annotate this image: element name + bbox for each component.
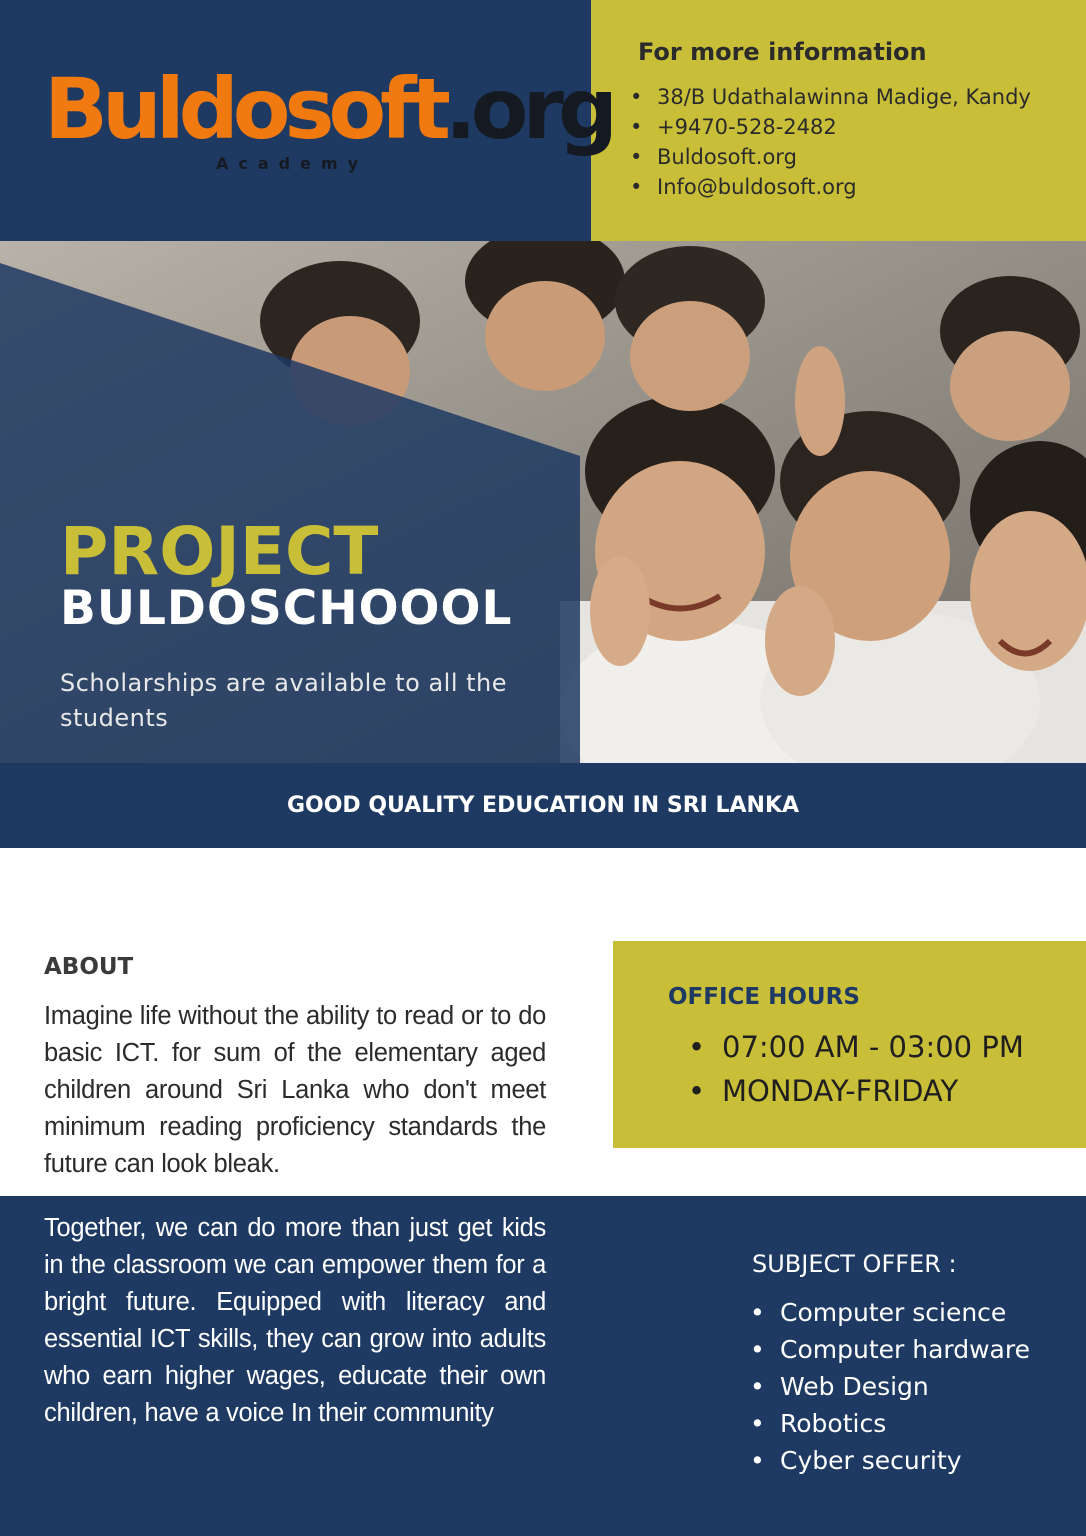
buldosoft-logo [44, 60, 613, 184]
logo-subtitle: Academy [216, 154, 369, 173]
subject-item: • Computer hardware [750, 1331, 1030, 1368]
contact-email: • Info@buldosoft.org [630, 172, 1031, 202]
tagline-text: GOOD QUALITY EDUCATION IN SRI LANKA [286, 793, 800, 818]
subject-item: • Web Design [750, 1368, 1030, 1405]
project-description: Scholarships are available to all the students [60, 669, 507, 732]
office-hours-time: • 07:00 AM - 03:00 PM [688, 1025, 1024, 1069]
subject-item: • Cyber security [750, 1442, 1030, 1479]
subjects-list [750, 1294, 1030, 1479]
contact-title: For more information [638, 38, 927, 66]
contact-phone: • +9470-528-2482 [630, 112, 1031, 142]
logo-brand-part1: Buldosoft [44, 60, 445, 158]
office-hours-title: OFFICE HOURS [668, 984, 860, 1010]
project-title: PROJECT [60, 513, 379, 590]
office-hours-list [688, 1025, 1024, 1113]
subject-item: • Computer science [750, 1294, 1030, 1331]
contact-address: • 38/B Udathalawinna Madige, Kandy [630, 82, 1031, 112]
office-hours-days: • MONDAY-FRIDAY [688, 1069, 1024, 1113]
logo-brand-part2: .org [444, 60, 613, 158]
contact-website: • Buldosoft.org [630, 142, 1031, 172]
subject-item: • Robotics [750, 1405, 1030, 1442]
about-paragraph-2: Together, we can do more than just get kids in the classroom we can empower them for a bright future. Equipped with literacy and essential ICT skills, they can grow into adults who earn higher wages, educate their own children, have a voice In their community [44, 1214, 546, 1427]
subjects-title: SUBJECT OFFER : [752, 1250, 957, 1278]
about-paragraph-1: Imagine life without the ability to read or to do basic ICT. for sum of the elementary aged children around Sri Lanka who don't meet minimum reading proficiency standards the future can look bleak. [44, 1002, 546, 1178]
project-subtitle: BULDOSCHOOOL [60, 581, 513, 636]
tagline-banner [0, 763, 1086, 848]
logo-wordmark [44, 60, 613, 158]
about-heading: ABOUT [44, 954, 134, 980]
contact-list [630, 82, 1031, 202]
